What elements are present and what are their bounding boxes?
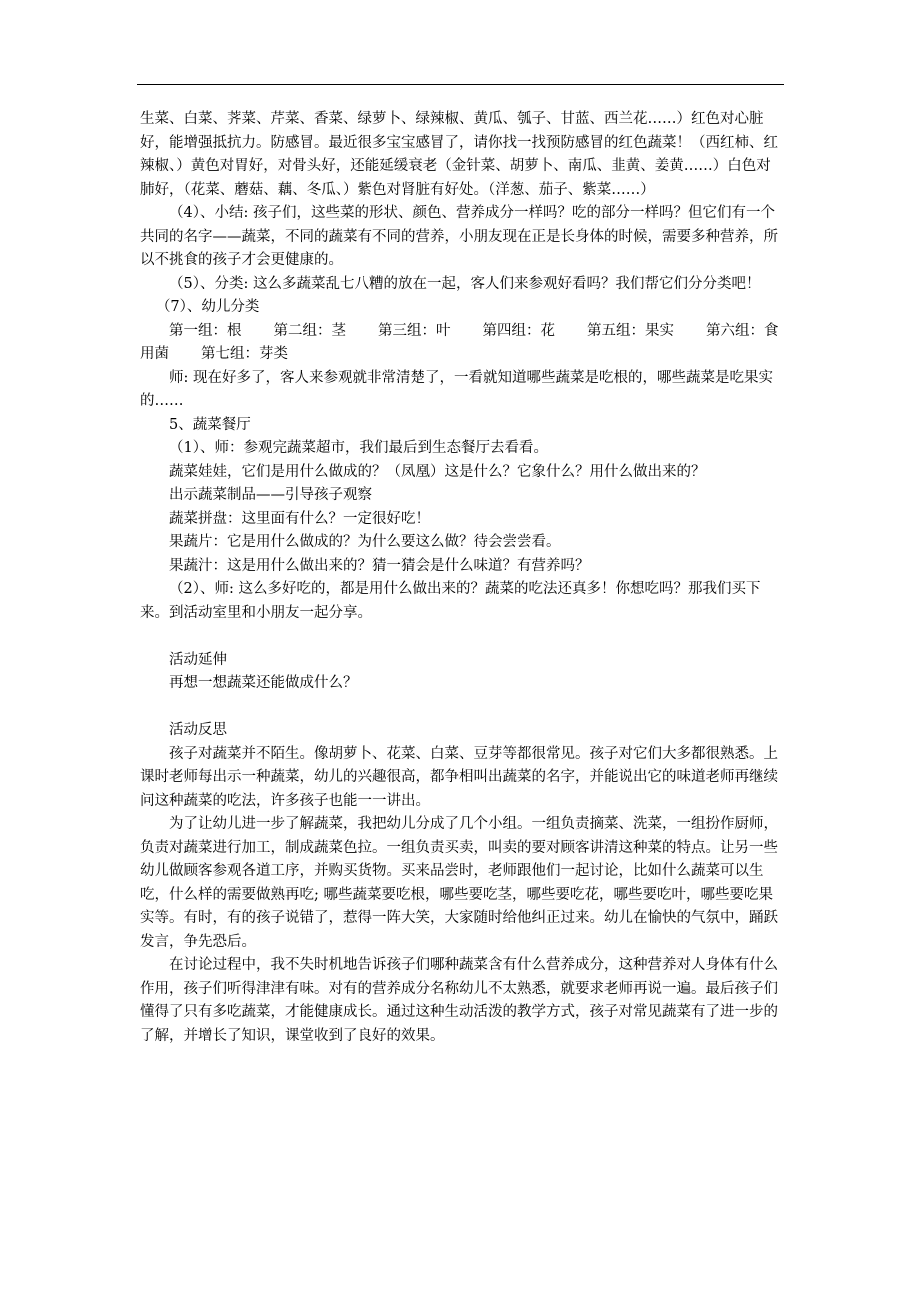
paragraph-reflection-2: 为了让幼儿进一步了解蔬菜，我把幼儿分成了几个小组。一组负责摘菜、洗菜，一组扮作厨师，负责对蔬菜进行加工，制成蔬菜色拉。一组负责买卖，叫卖的要对顾客讲清这种菜的特点。让另一些幼儿做顾客参观各道工序，并购买货物。买来品尝时，老师跟他们一起讨论，比如什么蔬菜可以生吃，什么样的需要做熟再吃; 哪些蔬菜要吃根，哪些要吃茎，哪些要吃花，哪些要吃叶，哪些要吃果实等。有时，有的孩子说错了，惹得一阵大笑，大家随时给他纠正过来。幼儿在愉快的气氛中，踊跃发言，争先恐后。 [140,816,778,950]
paragraph-vegetable-platter: 蔬菜拼盘：这里面有什么？一定很好吃！ [169,510,430,527]
header-rule [137,84,784,85]
group-item: 第七组：芽类 [201,346,288,362]
paragraph-fruit-slices: 果蔬片：它是用什么做成的？为什么要这么做？待会尝尝看。 [169,534,561,550]
group-item: 第四组：花 [482,322,555,339]
paragraph-reflection-1: 孩子对蔬菜并不陌生。像胡萝卜、花菜、白菜、豆芽等都很常见。孩子对它们大多都很熟悉。上课时老师每出示一种蔬菜，幼儿的兴趣很高，都争相叫出蔬菜的名字，并能说出它的味道老师再继续问这种蔬菜的吃法，许多孩子也能一一讲出。 [140,745,778,809]
paragraph-show-products: 出示蔬菜制品——引导孩子观察 [169,487,372,503]
group-item: 第一组：根 [169,322,242,339]
paragraph-classify: （5）、分类: 这么多蔬菜乱七八糟的放在一起，客人们来参观好看吗？我们帮它们分分类吧！ [169,275,761,292]
paragraph-share: （2）、师: 这么多好吃的，都是用什么做出来的？蔬菜的吃法还真多！你想吃吗？那我们买下来。到活动室里和小朋友一起分享。 [140,581,761,621]
paragraph-extension: 再想一想蔬菜还能做成什么？ [169,675,358,691]
paragraph-color-nutrition: 生菜、白菜、荠菜、芹菜、香菜、绿萝卜、绿辣椒、黄瓜、瓠子、甘蓝、西兰花……）红色对心脏好，能增强抵抗力。防感冒。最近很多宝宝感冒了，请你找一找预防感冒的红色蔬菜！（西红柿、红辣椒、）黄色对胃好，对骨头好，还能延缓衰老（金针菜、胡萝卜、南瓜、韭黄、姜黄……）白色对肺好，（花菜、蘑菇、藕、冬瓜、）紫色对肾脏有好处。（洋葱、茄子、紫菜……） [140,111,778,198]
paragraph-reflection-3: 在讨论过程中，我不失时机地告诉孩子们哪种蔬菜含有什么营养成分，这种营养对人身体有什么作用，孩子们听得津津有味。对有的营养成分名称幼儿不太熟悉，就要求老师再说一遍。最后孩子们懂得了只有多吃蔬菜，才能健康成长。通过这种生动活泼的教学方式，孩子对常见蔬菜有了进一步的了解，并增长了知识，课堂收到了良好的效果。 [140,957,778,1044]
paragraph-vegetable-doll: 蔬菜娃娃，它们是用什么做成的？（凤凰）这是什么？它象什么？用什么做出来的？ [169,463,706,480]
group-list [140,320,785,367]
section-heading-reflection: 活动反思 [169,722,227,738]
paragraph-summary: （4）、小结: 孩子们，这些菜的形状、颜色、营养成分一样吗？吃的部分一样吗？但它们有一个共同的名字——蔬菜，不同的蔬菜有不同的营养，小朋友现在正是长身体的时候，需要多种营养，所以不挑食的孩子才会更健康的。 [140,205,778,268]
group-item: 第二组：茎 [273,322,346,339]
group-item: 第六组：食用菌 [140,322,779,362]
paragraph-child-classify: （7）、幼儿分类 [155,299,260,315]
paragraph-teacher-comment: 师: 现在好多了，客人来参观就非常清楚了，一看就知道哪些蔬菜是吃根的，哪些蔬菜是吃果实的…… [140,369,773,409]
document-body [140,108,785,1048]
paragraph-restaurant-intro: （1）、师：参观完蔬菜超市，我们最后到生态餐厅去看看。 [169,440,548,456]
section-heading-extension: 活动延伸 [169,651,227,668]
group-item: 第五组：果实 [587,322,674,339]
paragraph-fruit-juice: 果蔬汁：这是用什么做出来的？猜一猜会是什么味道？有营养吗？ [169,557,590,574]
group-item: 第三组：叶 [378,322,451,339]
section-heading-restaurant: 5、蔬菜餐厅 [169,416,251,433]
